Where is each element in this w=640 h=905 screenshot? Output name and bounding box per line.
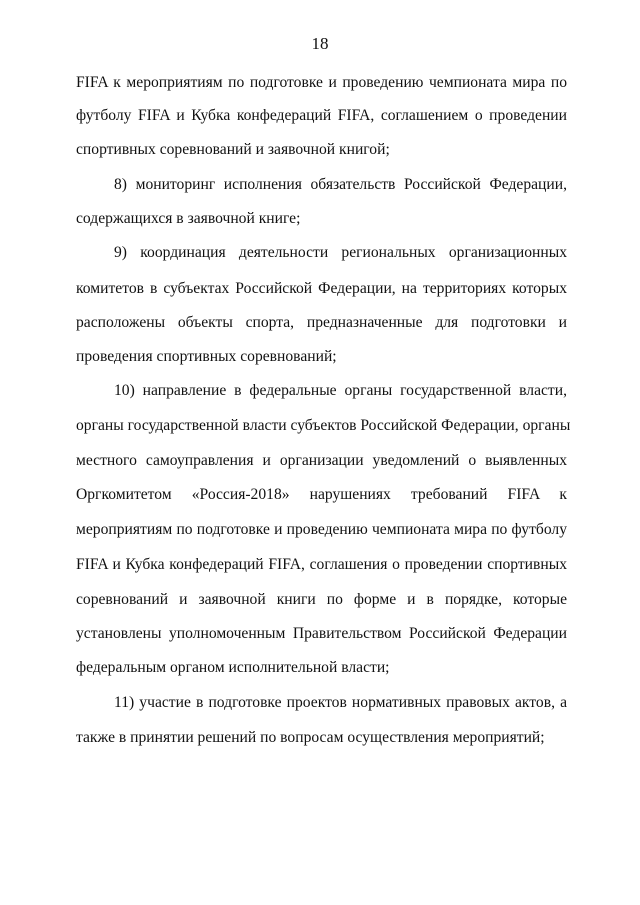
text-line: 9) координация деятельности региональных организационных [114, 244, 567, 261]
text-line: 11) участие в подготовке проектов нормативных правовых актов, а [114, 694, 567, 711]
text-line: FIFA к мероприятиям по подготовке и проведению чемпионата мира по [76, 74, 567, 91]
text-line: спортивных соревнований и заявочной книгой; [76, 141, 390, 158]
text-line: комитетов в субъектах Российской Федерации, на территориях которых [76, 280, 567, 297]
text-line: содержащихся в заявочной книге; [76, 210, 301, 227]
text-line: также в принятии решений по вопросам осуществления мероприятий; [76, 729, 545, 746]
text-line: Оргкомитетом «Россия-2018» нарушениях требований FIFA к [76, 486, 567, 503]
text-line: 8) мониторинг исполнения обязательств Российской Федерации, [114, 176, 567, 193]
text-line: органы государственной власти субъектов Российской Федерации, органы [76, 417, 571, 434]
text-line: соревнований и заявочной книги по форме и в порядке, которые [76, 591, 567, 608]
text-line: мероприятиям по подготовке и проведению чемпионата мира по футболу [76, 521, 567, 538]
text-line: 10) направление в федеральные органы государственной власти, [114, 382, 567, 399]
text-line: установлены уполномоченным Правительством Российской Федерации [76, 625, 567, 642]
text-line: местного самоуправления и организации уведомлений о выявленных [76, 452, 567, 469]
text-line: проведения спортивных соревнований; [76, 348, 337, 365]
text-line: расположены объекты спорта, предназначенные для подготовки и [76, 314, 567, 331]
text-line: FIFA и Кубка конфедераций FIFA, соглашения о проведении спортивных [76, 556, 567, 573]
text-line: федеральным органом исполнительной власти; [76, 659, 390, 676]
text-line: футболу FIFA и Кубка конфедераций FIFA, соглашением о проведении [76, 107, 567, 124]
page-number: 18 [311, 34, 329, 53]
